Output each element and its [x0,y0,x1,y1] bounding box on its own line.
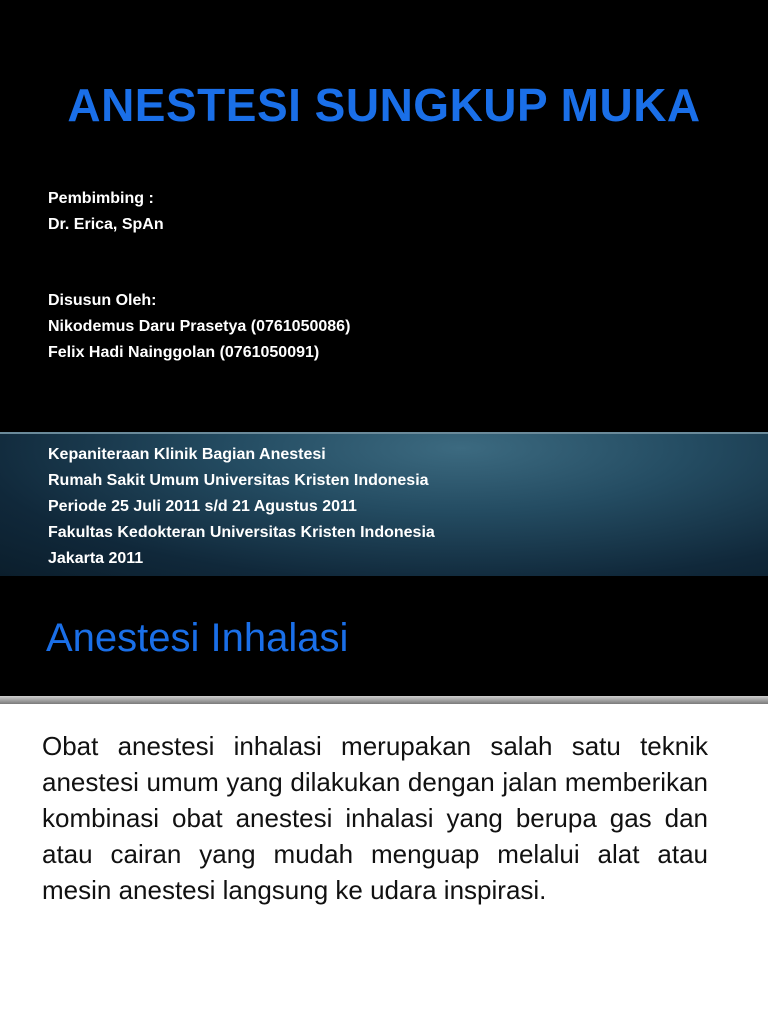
author-line: Felix Hadi Nainggolan (0761050091) [48,344,320,361]
supervisor-name: Dr. Erica, SpAn [48,216,164,233]
authors-block [48,288,350,366]
slide-title-heading: ANESTESI SUNGKUP MUKA [67,79,701,131]
supervisor-block [48,186,164,238]
supervisor-label: Pembimbing : [48,190,154,207]
institution-line: Jakarta 2011 [48,550,144,567]
institution-band [0,432,768,576]
slide-heading: Anestesi Inhalasi [46,616,349,660]
author-line: Nikodemus Daru Prasetya (0761050086) [48,318,351,335]
header-divider [0,696,768,704]
institution-line: Fakultas Kedokteran Universitas Kristen Indonesia [48,524,435,541]
slide-body [0,704,768,1024]
slide-content [0,576,768,1024]
authors-label: Disusun Oleh: [48,292,157,309]
institution-line: Periode 25 Juli 2011 s/d 21 Agustus 2011 [48,498,357,515]
body-paragraph: Obat anestesi inhalasi merupakan salah satu teknik anestesi umum yang dilakukan dengan jalan memberikan kombinasi obat anestesi inhalasi yang berupa gas dan atau cairan yang mudah menguap melalui alat atau mesin anestesi langsung ke udara inspirasi. [42,731,708,905]
institution-line: Rumah Sakit Umum Universitas Kristen Indonesia [48,472,429,489]
slide-header [0,576,768,696]
institution-block [48,442,435,572]
institution-line: Kepaniteraan Klinik Bagian Anestesi [48,446,326,463]
